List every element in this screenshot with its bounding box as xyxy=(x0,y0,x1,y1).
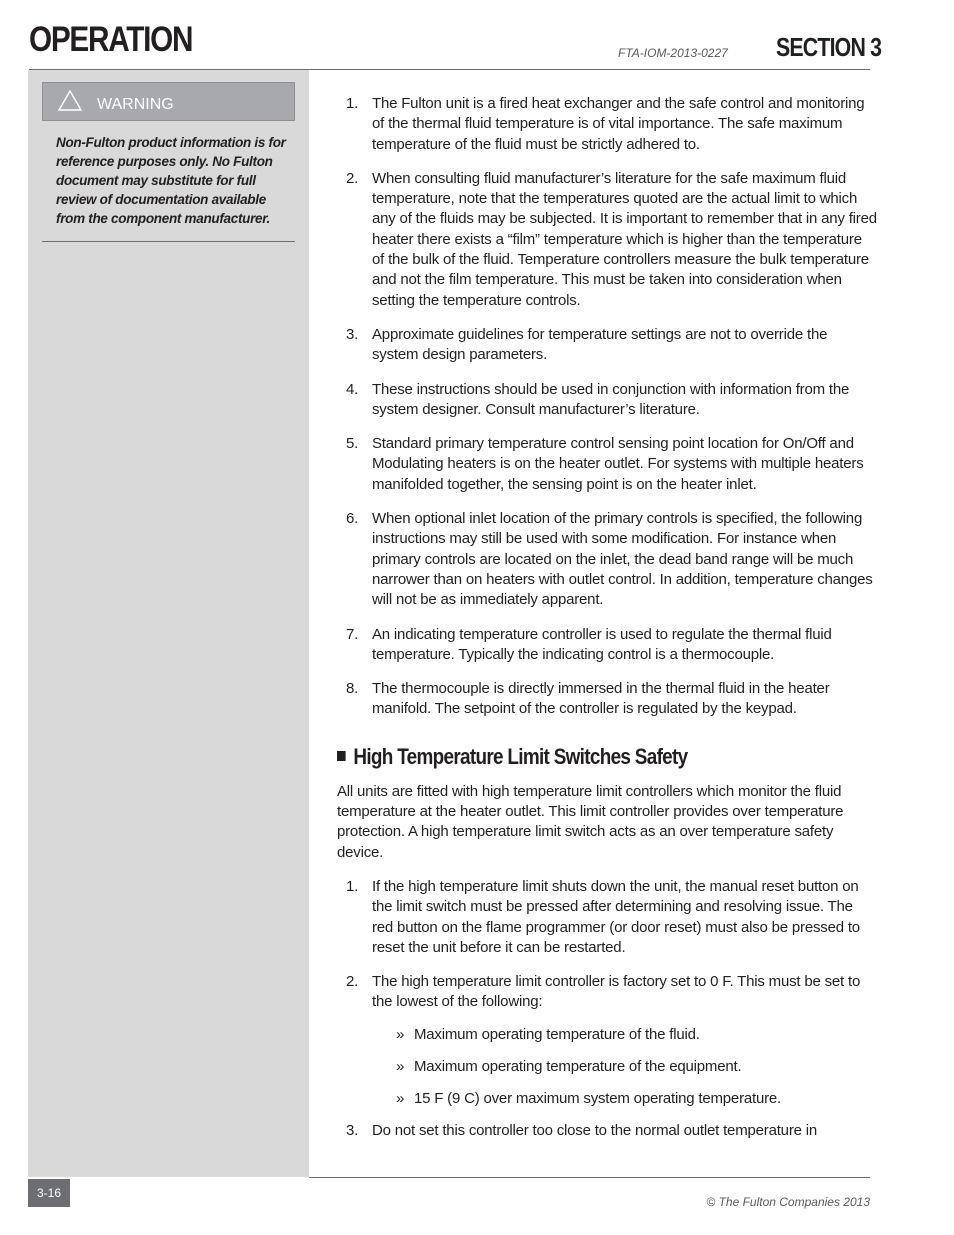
list-text: When consulting fluid manufacturer’s literature for the safe maximum fluid temperature, note that the temperatures quoted are the actual limit to which any of the fluids may be subjected. It is important to remember that in any fired heater there exists a “film” temperature which is higher than the temperature of the bulk of the fluid. Temperature controllers measure the bulk temperature and not the film temperature. This must be taken into consideration when setting the temperature controls. xyxy=(372,169,877,309)
list-text: The high temperature limit controller is factory set to 0 F. This must be set to the lowest of the following: xyxy=(372,973,861,1011)
main-content xyxy=(337,94,877,1155)
list-number: 1. xyxy=(346,95,359,112)
list-number: 8. xyxy=(346,680,359,698)
list-item xyxy=(337,434,877,495)
warning-triangle-icon xyxy=(58,90,82,116)
sublist-text: Maximum operating temperature of the equipment. xyxy=(414,1057,742,1075)
list-item xyxy=(337,94,877,155)
list-text: If the high temperature limit shuts down the unit, the manual reset button on the limit switch must be pressed after determining and resolving issue. The red button on the flame programmer (or door reset) must also be pressed to reset the unit before it can be restarted. xyxy=(372,877,860,956)
list-number: 2. xyxy=(346,973,359,991)
list-number: 1. xyxy=(346,877,359,895)
intro-paragraph: All units are fitted with high temperature limit controllers which monitor the fluid temperature at the heater outlet. This limit controller provides over temperature protection. A high temperature limit switch acts as an over temperature safety device. xyxy=(337,782,844,861)
list-item xyxy=(337,877,877,958)
list-item xyxy=(337,1121,877,1141)
list-number: 4. xyxy=(346,380,359,398)
list-item xyxy=(337,972,877,1013)
list-number: 6. xyxy=(346,510,359,528)
list-text: Approximate guidelines for temperature settings are not to override the system design parameters. xyxy=(372,325,828,364)
list-text: An indicating temperature controller is used to regulate the thermal fluid temperature. Typically the indicating control is a thermocouple. xyxy=(372,625,832,663)
warning-box xyxy=(42,82,295,121)
sublist-item xyxy=(337,1057,877,1077)
warning-title: WARNING xyxy=(97,96,174,113)
list-text: When optional inlet location of the primary controls is specified, the following instructions may still be used with some modification. For instance when primary controls are located on the inlet, the dead band range will be much narrower than on heaters with outlet control. In addition, temperature changes will not be as immediately apparent. xyxy=(372,510,873,609)
section-label: SECTION 3 xyxy=(776,32,882,62)
document-id: FTA-IOM-2013-0227 xyxy=(618,46,728,60)
list-text: The Fulton unit is a fired heat exchanger and the safe control and monitoring of the thermal fluid temperature is of vital importance. The safe maximum temperature of the fluid must be strictly adhered to. xyxy=(372,95,865,153)
list-number: 7. xyxy=(346,625,359,643)
chevron-bullet-icon: » xyxy=(396,1025,405,1043)
page-title: OPERATION xyxy=(29,20,193,59)
footer-rule xyxy=(309,1177,870,1178)
page-number: 3-16 xyxy=(28,1179,70,1207)
setting-options-list xyxy=(337,1025,877,1109)
subheading-text: High Temperature Limit Switches Safety xyxy=(353,743,688,769)
limit-switch-list xyxy=(337,877,877,1013)
warning-text: Non-Fulton product information is for reference purposes only. No Fulton document may substitute for full review of documentation available from the component manufacturer. xyxy=(56,135,286,226)
list-number: 3. xyxy=(346,325,359,343)
sublist-text: 15 F (9 C) over maximum system operating temperature. xyxy=(414,1089,782,1107)
list-number: 3. xyxy=(346,1121,359,1139)
operation-list xyxy=(337,94,877,720)
sublist-item xyxy=(337,1025,877,1045)
list-item xyxy=(337,325,877,366)
chevron-bullet-icon: » xyxy=(396,1089,405,1107)
list-item xyxy=(337,625,877,666)
list-item xyxy=(337,169,877,311)
sidebar-rule xyxy=(42,241,295,242)
sublist-item xyxy=(337,1089,877,1109)
limit-switch-list-continued xyxy=(337,1121,877,1141)
section-subheading xyxy=(337,744,801,770)
chevron-bullet-icon: » xyxy=(396,1057,405,1075)
list-text: The thermocouple is directly immersed in the thermal fluid in the heater manifold. The setpoint of the controller is regulated by the keypad. xyxy=(372,680,830,718)
list-number: 5. xyxy=(346,435,359,453)
list-item xyxy=(337,679,877,720)
sublist-text: Maximum operating temperature of the fluid. xyxy=(414,1025,700,1043)
list-text: Standard primary temperature control sensing point location for On/Off and Modulating heaters is on the heater outlet. For systems with multiple heaters manifolded together, the sensing point is on the heater inlet. xyxy=(372,435,864,493)
copyright: © The Fulton Companies 2013 xyxy=(706,1195,870,1209)
list-text: Do not set this controller too close to the normal outlet temperature in xyxy=(372,1121,818,1139)
list-item xyxy=(337,509,877,610)
square-bullet-icon xyxy=(337,751,346,761)
list-text: These instructions should be used in conjunction with information from the system designer. Consult manufacturer’s literature. xyxy=(372,380,850,418)
list-number: 2. xyxy=(346,169,359,187)
list-item xyxy=(337,380,877,421)
sidebar xyxy=(28,70,309,1177)
